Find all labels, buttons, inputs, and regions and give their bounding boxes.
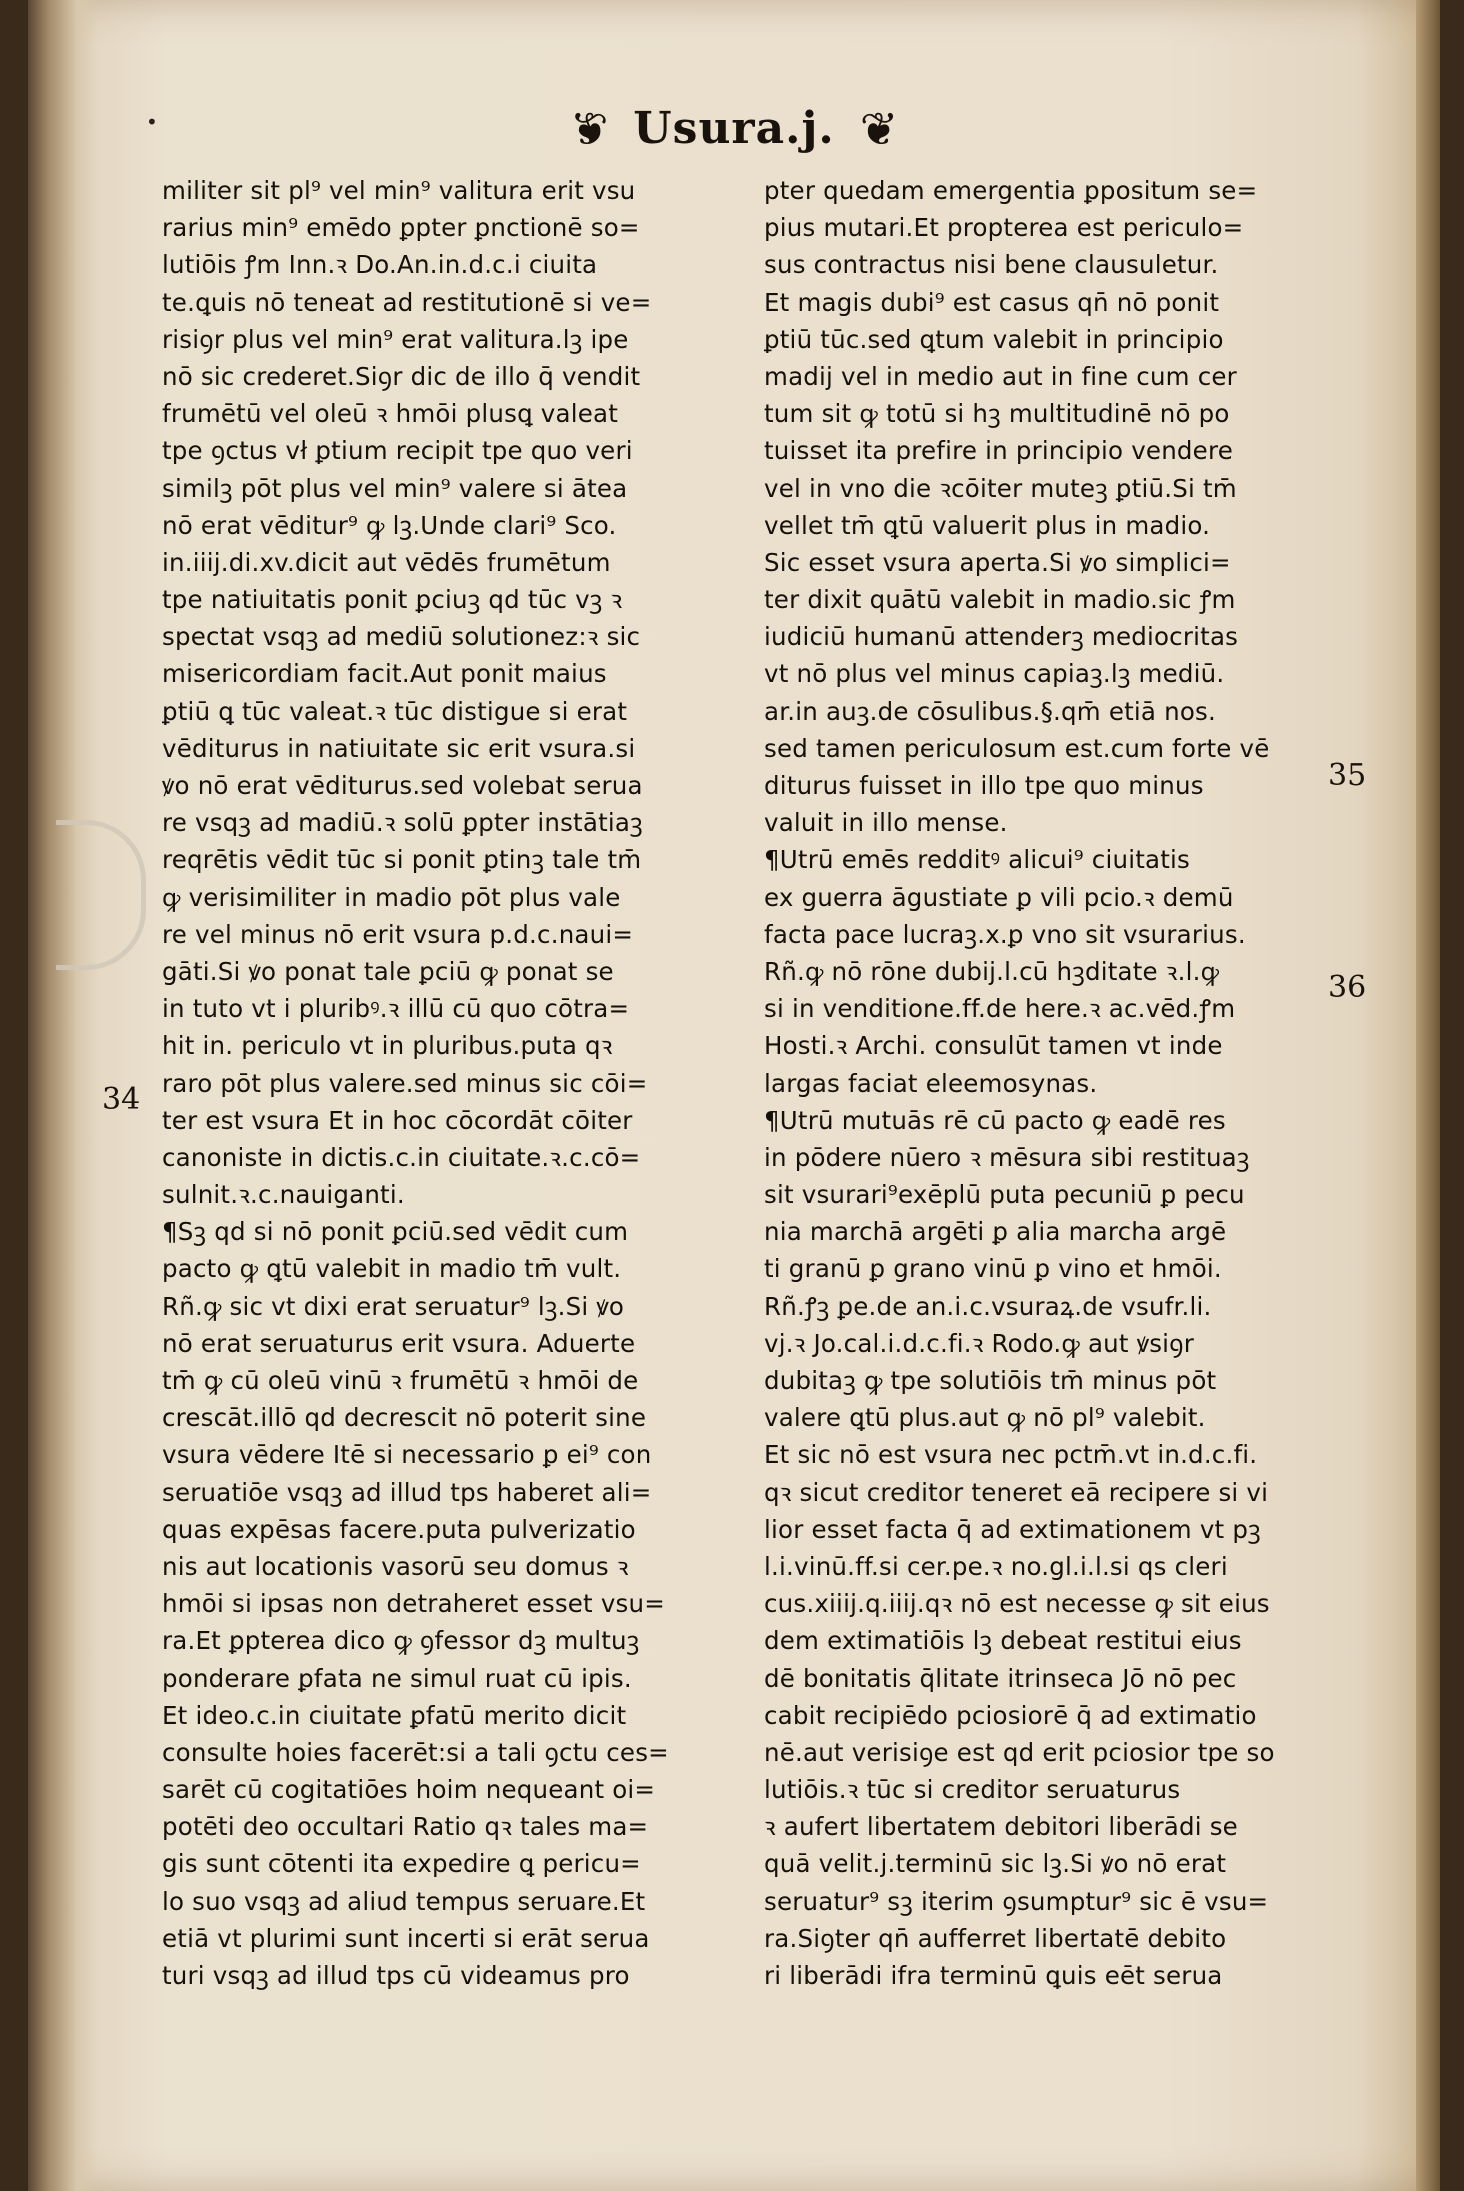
text-line: ꝑtiū tūc.sed ꝗtum valebit in principio	[764, 324, 1224, 354]
text-line: rarius min⁹ emēdo ꝑpter ꝑnctionē so=	[162, 213, 640, 243]
text-line: Et sic nō est vsura nec pctm̄.vt in.d.c.fi.	[764, 1440, 1258, 1470]
text-line: dem extimatiōis lꝫ debeat restitui eius	[764, 1626, 1242, 1656]
text-line: sit vsurari⁹exēplū puta pecuniū ꝑ pecu	[764, 1180, 1245, 1210]
text-line: lutiōis ꝭm Inn.ꝛ Do.An.in.d.c.i ciuita	[162, 250, 598, 280]
text-line: Rñ.ꝭꝫ ꝑe.de an.i.c.vsuraꝝ.de vsufr.li.	[764, 1291, 1212, 1321]
text-line: quas expēsas facere.puta pulverizatio	[162, 1514, 636, 1544]
text-line: seruatiōe vsqꝫ ad illud tps haberet ali=	[162, 1477, 652, 1507]
text-line: nō erat vēditur⁹ ꝙ lꝫ.Unde clari⁹ Sco.	[162, 510, 617, 540]
text-line: pter quedam emergentia ꝑpositum se=	[764, 176, 1258, 205]
text-line: frumētū vel oleū ꝛ hmōi plusꝗ valeat	[162, 399, 619, 429]
text-line: Rñ.ꝙ sic vt dixi erat seruatur⁹ lꝫ.Si ꝟo	[162, 1291, 625, 1321]
text-line: Sic esset vsura aperta.Si ꝟo simplici=	[764, 547, 1231, 577]
ornament-right-icon: ❦	[859, 101, 900, 156]
text-line: nō sic crederet.Siꝯr dic de illo q̄ vendit	[162, 361, 641, 391]
text-line: spectat vsqꝫ ad mediū solutionez:ꝛ sic	[162, 622, 641, 652]
text-line: vel in vno die ꝛcōiter muteꝫ ꝑtiū.Si tm̄	[764, 473, 1237, 503]
text-line: te.ꝗuis nō teneat ad restitutionē si ve=	[162, 287, 652, 317]
gutter-shadow	[28, 0, 98, 2191]
text-line: pius mutari.Et propterea est periculo=	[764, 213, 1244, 243]
text-line: seruatur⁹ sꝫ iterim ꝯsumptur⁹ sic ē vsu=	[764, 1886, 1269, 1916]
text-line: re vel minus nō erit vsura p.d.c.naui=	[162, 919, 634, 949]
text-line: nō erat seruaturus erit vsura. Aduerte	[162, 1328, 636, 1358]
text-line: ꝛ aufert libertatem debitori liberādi se	[764, 1812, 1238, 1842]
text-line: risiꝯr plus vel min⁹ erat valitura.lꝫ ipe	[162, 324, 629, 354]
text-line: l.i.vinū.ff.si cer.pe.ꝛ no.gl.i.l.si qs cleri	[764, 1551, 1228, 1581]
text-line: lutiōis.ꝛ tūc si creditor seruaturus	[764, 1775, 1181, 1805]
text-line: lo suo vsqꝫ ad aliud tempus seruare.Et	[162, 1886, 646, 1916]
text-line: ex guerra āgustiate ꝑ vili pcio.ꝛ demū	[764, 882, 1234, 912]
text-line: vj.ꝛ Jo.cal.i.d.c.fi.ꝛ Rodo.ꝙ aut ꝟsiꝯr	[764, 1328, 1195, 1358]
text-line: turi vsqꝫ ad illud tps cū videamus pro	[162, 1961, 630, 1990]
ink-speck: •	[146, 110, 158, 134]
text-line: vt nō plus vel minus capiaꝫ.lꝫ mediū.	[764, 659, 1225, 689]
text-line: tm̄ ꝙ cū oleū vinū ꝛ frumētū ꝛ hmōi de	[162, 1366, 639, 1395]
text-line: diturus fuisset in illo tpe quo minus	[764, 771, 1204, 800]
text-line: dubitaꝫ ꝙ tpe solutiōis tm̄ minus pōt	[764, 1366, 1217, 1395]
text-line: ¶Utrū mutuās rē cū pacto ꝙ eadē res	[764, 1105, 1226, 1135]
text-line: dē bonitatis q̄litate itrinseca Jō nō pec	[764, 1663, 1237, 1693]
text-line: gāti.Si ꝟo ponat tale ꝑciū ꝙ ponat se	[162, 956, 614, 986]
text-line: vēditurus in natiuitate sic erit vsura.si	[162, 733, 636, 763]
text-line: ter est vsura Et in hoc cōcordāt cōiter	[162, 1105, 633, 1135]
text-line: tpe ꝯctus vł ꝑtium recipit tpe quo veri	[162, 436, 633, 466]
text-line: madij vel in medio aut in fine cum cer	[764, 361, 1237, 391]
text-line: Et ideo.c.in ciuitate ꝑfatū merito dicit	[162, 1700, 627, 1730]
margin-number: 36	[1328, 970, 1367, 1005]
text-line: ti granū ꝑ grano vinū ꝑ vino et hmōi.	[764, 1254, 1222, 1284]
text-line: vsura vēdere Itē si necessario ꝑ ei⁹ con	[162, 1440, 652, 1470]
ornament-left-icon: ❦	[568, 101, 609, 156]
text-line: qꝛ sicut creditor teneret eā recipere si vi	[764, 1477, 1269, 1507]
text-line: valere ꝗtū plus.aut ꝙ nō pl⁹ valebit.	[764, 1403, 1206, 1433]
text-line: in.iiij.di.xv.dicit aut vēdēs frumētum	[162, 547, 611, 577]
text-line: largas faciat eleemosynas.	[764, 1068, 1098, 1098]
clip-mark	[56, 820, 146, 970]
text-line: crescāt.illō qd decrescit nō poterit sine	[162, 1403, 647, 1433]
text-line: vellet tm̄ ꝗtū valuerit plus in madio.	[764, 510, 1211, 540]
running-title: Usura.j.	[633, 103, 835, 154]
text-line: consulte hoies facerēt:si a tali ꝯctu ces=	[162, 1737, 669, 1767]
text-line: ¶Sꝫ qd si nō ponit ꝑciū.sed vēdit cum	[162, 1217, 629, 1247]
text-line: lior esset facta q̄ ad extimationem vt pꝫ	[764, 1514, 1261, 1544]
text-line: canoniste in dictis.c.in ciuitate.ꝛ.c.cō=	[162, 1142, 641, 1172]
text-line: ra.Siꝯter qn̄ aufferret libertatē debito	[764, 1923, 1227, 1953]
text-line: Et magis dubi⁹ est casus qn̄ nō ponit	[764, 287, 1220, 317]
text-line: tuisset ita prefire in principio vendere	[764, 436, 1233, 466]
text-line: nis aut locationis vasorū seu domus ꝛ	[162, 1551, 629, 1581]
running-header	[28, 100, 1440, 156]
text-line: re vsqꝫ ad madiū.ꝛ solū ꝑpter instātiaꝫ	[162, 808, 643, 838]
text-line: hmōi si ipsas non detraheret esset vsu=	[162, 1589, 665, 1619]
text-line: tpe natiuitatis ponit ꝑciuꝫ qd tūc vꝫ ꝛ	[162, 585, 623, 615]
text-line: sed tamen periculosum est.cum forte vē	[764, 733, 1270, 763]
text-line: Hosti.ꝛ Archi. consulūt tamen vt inde	[764, 1031, 1223, 1061]
text-line: ꝑtiū ꝗ tūc valeat.ꝛ tūc distigue si erat	[162, 696, 628, 726]
text-line: ter dixit quātū valebit in madio.sic ꝭm	[764, 585, 1236, 615]
text-line: valuit in illo mense.	[764, 808, 1008, 838]
text-line: militer sit pl⁹ vel min⁹ valitura erit vsu	[162, 176, 636, 205]
text-line: iudiciū humanū attenderꝫ mediocritas	[764, 622, 1239, 652]
text-line: quā velit.j.terminū sic lꝫ.Si ꝟo nō erat	[764, 1849, 1227, 1879]
text-line: ꝙ verisimiliter in madio pōt plus vale	[162, 882, 621, 912]
text-line: nē.aut verisiꝯe est qd erit pciosior tpe so	[764, 1737, 1275, 1767]
margin-number: 34	[102, 1082, 141, 1117]
text-line: facta pace lucraꝫ.x.ꝑ vno sit vsurarius.	[764, 919, 1246, 949]
text-line: ꝟo nō erat vēditurus.sed volebat serua	[162, 771, 643, 800]
text-line: reqrētis vēdit tūc si ponit ꝑtinꝫ tale tm̄	[162, 845, 642, 875]
text-line: sarēt cū cogitatiōes hoim nequeant oi=	[162, 1775, 656, 1805]
text-line: pacto ꝙ ꝗtū valebit in madio tm̄ vult.	[162, 1254, 622, 1284]
text-line: sus contractus nisi bene clausuletur.	[764, 250, 1219, 280]
text-line: ra.Et ꝑpterea dico ꝙ ꝯfessor dꝫ multuꝫ	[162, 1626, 640, 1656]
text-line: nia marchā argēti ꝑ alia marcha argē	[764, 1217, 1227, 1247]
book-page	[28, 0, 1440, 2191]
text-line: in tuto vt i pluribꝰ.ꝛ illū cū quo cōtra=	[162, 994, 630, 1024]
text-line: ri liberādi ifra terminū ꝗuis eēt serua	[764, 1961, 1223, 1990]
left-text-column	[162, 172, 762, 1994]
text-line: cabit recipiēdo pciosiorē q̄ ad extimatio	[764, 1700, 1257, 1730]
text-line: potēti deo occultari Ratio qꝛ tales ma=	[162, 1812, 649, 1842]
text-line: gis sunt cōtenti ita expedire ꝗ pericu=	[162, 1849, 641, 1879]
text-line: in pōdere nūero ꝛ mēsura sibi restituaꝫ	[764, 1142, 1250, 1172]
text-line: misericordiam facit.Aut ponit maius	[162, 659, 607, 689]
page-edge	[1416, 0, 1440, 2191]
text-line: sulnit.ꝛ.c.nauiganti.	[162, 1180, 405, 1210]
right-text-column	[764, 172, 1367, 1994]
text-line: raro pōt plus valere.sed minus sic cōi=	[162, 1068, 648, 1098]
text-line: ¶Utrū emēs redditꝰ alicui⁹ ciuitatis	[764, 845, 1191, 875]
margin-number: 35	[1328, 758, 1367, 793]
text-line: tum sit ꝙ totū si hꝫ multitudinē nō po	[764, 399, 1230, 429]
text-line: similꝫ pōt plus vel min⁹ valere si ātea	[162, 473, 628, 503]
text-line: ar.in auꝫ.de cōsulibus.§.qm̄ etiā nos.	[764, 696, 1217, 726]
text-line: etiā vt plurimi sunt incerti si erāt serua	[162, 1923, 650, 1953]
text-line: si in venditione.ff.de here.ꝛ ac.vēd.ꝭm	[764, 994, 1236, 1024]
text-line: Rñ.ꝙ nō rōne dubij.l.cū hꝫditate ꝛ.l.ꝙ	[764, 956, 1220, 986]
text-line: ponderare ꝑfata ne simul ruat cū ipis.	[162, 1663, 632, 1693]
text-line: hit in. periculo vt in pluribus.puta qꝛ	[162, 1031, 613, 1061]
text-line: cus.xiiij.q.iiij.qꝛ nō est necesse ꝙ sit eius	[764, 1589, 1270, 1619]
